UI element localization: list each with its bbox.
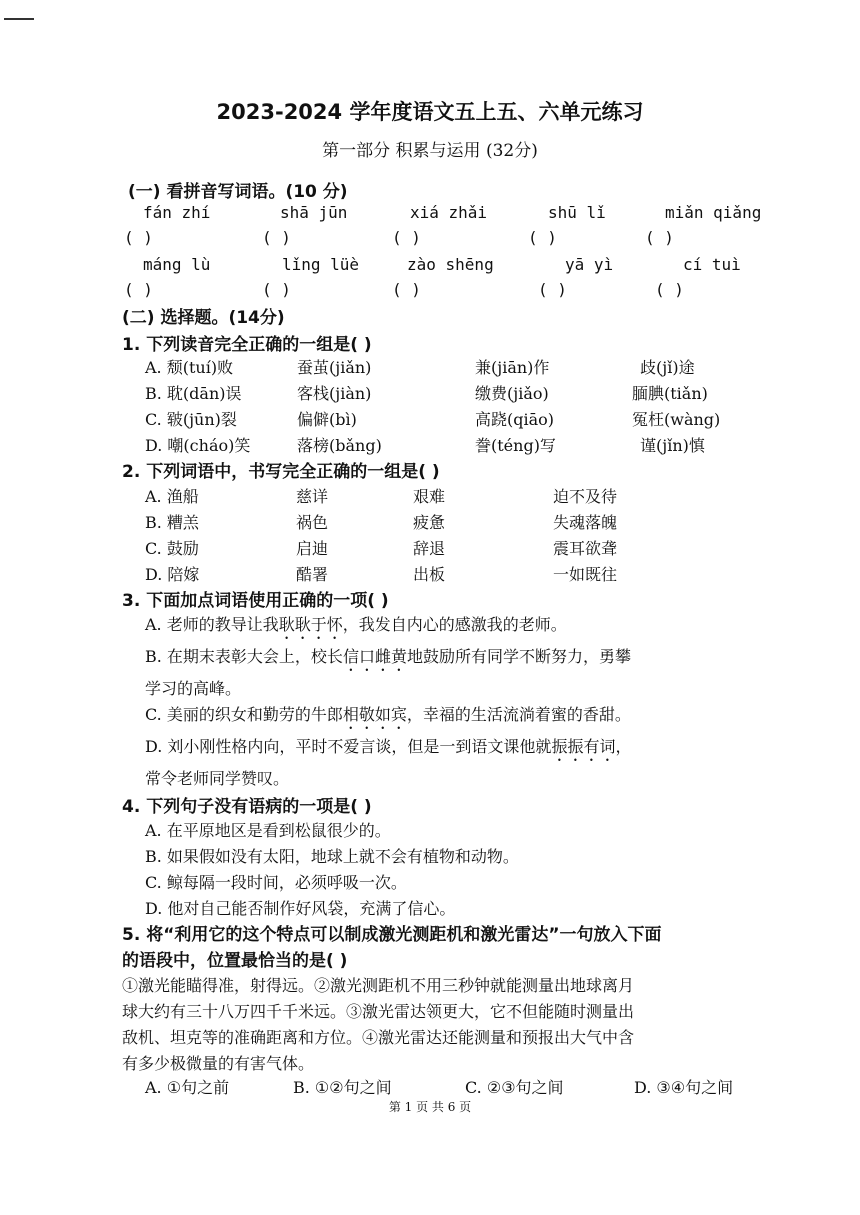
section1-heading: (一) 看拼音写词语。(10 分) [128,182,348,202]
answer-paren[interactable]: ( ) [124,280,153,299]
answer-paren[interactable]: ( ) [392,228,421,247]
option-text: B. 在期末表彰大会上，校长 [145,647,343,666]
q1-option-a3[interactable]: 兼(jiān)作 [475,358,550,377]
q1-option-a1[interactable]: A. 颓(tuí)败 [145,358,234,377]
option-text: ，我发自内心的感激我的老师。 [342,615,567,634]
q1-option-c2[interactable]: 偏僻(bì) [297,410,357,429]
q1-option-c3[interactable]: 高跷(qiāo) [475,410,555,429]
pinyin: xiá zhǎi [410,203,488,222]
q1-option-b3[interactable]: 缴费(jiǎo) [475,384,549,403]
q4-option-a[interactable]: A. 在平原地区是看到松鼠很少的。 [145,821,391,840]
q3-option-b-cont: 学习的高峰。 [145,679,242,698]
q3-option-b[interactable] [145,644,631,675]
question-5-stem: 5. 将“利用它的这个特点可以制成激光测距机和激光雷达”一句放入下面 [122,925,662,945]
q5-option-a[interactable]: A. ①句之前 [145,1078,230,1097]
answer-paren[interactable]: ( ) [124,228,153,247]
q2-option-c2[interactable]: 启迪 [296,539,329,558]
q4-option-b[interactable]: B. 如果假如没有太阳，地球上就不会有植物和动物。 [145,847,519,866]
pinyin: cí tuì [683,255,741,274]
q2-option-d4[interactable]: 一如既往 [553,565,618,584]
passage-line: ①激光能瞄得准，射得远。②激光测距机不用三秒钟就能测量出地球离月 [122,976,635,995]
q2-option-d1[interactable]: D. 陪嫁 [145,565,200,584]
question-2-stem: 2. 下列词语中，书写完全正确的一组是( ) [122,462,440,482]
dotted-word: 耿耿于怀 [278,615,343,634]
q2-option-a2[interactable]: 慈详 [296,487,329,506]
answer-paren[interactable]: ( ) [538,280,567,299]
passage-line: 敌机、坦克等的准确距离和方位。④激光雷达还能测量和预报出大气中含 [122,1028,635,1047]
q1-option-a4[interactable]: 歧(jǐ)途 [640,358,695,377]
corner-mark [4,18,34,20]
pinyin: zào shēng [407,255,494,274]
pinyin: miǎn qiǎng [665,203,762,222]
q5-option-c[interactable]: C. ②③句之间 [465,1078,564,1097]
answer-paren[interactable]: ( ) [392,280,421,299]
q1-option-d1[interactable]: D. 嘲(cháo)笑 [145,436,251,455]
question-3-stem: 3. 下面加点词语使用正确的一项( ) [122,591,389,611]
pinyin: lǐng lüè [282,255,360,274]
pinyin: shā jūn [280,203,348,222]
question-4-stem: 4. 下列句子没有语病的一项是( ) [122,797,372,817]
q1-option-c4[interactable]: 冤枉(wàng) [632,410,721,429]
dotted-word: 相敬如宾 [342,705,407,724]
q5-option-d[interactable]: D. ③④句之间 [634,1078,734,1097]
q1-option-d3[interactable]: 誊(téng)写 [475,436,556,455]
page-subtitle: 第一部分 积累与运用 (32分) [322,141,538,161]
q2-option-b1[interactable]: B. 糟羔 [145,513,199,532]
q3-option-a[interactable] [145,612,567,643]
option-text: A. 老师的教导让我 [145,615,279,634]
option-text: 地鼓励所有同学不断努力，勇攀 [406,647,631,666]
q2-option-c3[interactable]: 辞退 [413,539,446,558]
answer-paren[interactable]: ( ) [262,280,291,299]
q1-option-b4[interactable]: 腼腆(tiǎn) [632,384,708,403]
pinyin: yā yì [565,255,614,274]
answer-paren[interactable]: ( ) [655,280,684,299]
q4-option-c[interactable]: C. 鲸每隔一段时间，必须呼吸一次。 [145,873,407,892]
answer-paren[interactable]: ( ) [528,228,557,247]
q2-option-b4[interactable]: 失魂落魄 [553,513,618,532]
q4-option-d[interactable]: D. 他对自己能否制作好风袋，充满了信心。 [145,899,456,918]
option-text: ，幸福的生活流淌着蜜的香甜。 [406,705,631,724]
q1-option-c1[interactable]: C. 皲(jūn)裂 [145,410,237,429]
q2-option-b2[interactable]: 祸色 [296,513,329,532]
option-text: D. 刘小刚性格内向，平时不爱言谈，但是一到语文课他就 [145,737,552,756]
passage-line: 有多少极微量的有害气体。 [122,1054,315,1073]
q2-option-a4[interactable]: 迫不及待 [553,487,618,506]
q2-option-d2[interactable]: 酷署 [296,565,329,584]
section2-heading: (二) 选择题。(14分) [122,308,285,328]
q2-option-d3[interactable]: 出板 [413,565,446,584]
q2-option-b3[interactable]: 疲惫 [413,513,446,532]
question-5-stem-cont: 的语段中，位置最恰当的是( ) [122,951,348,971]
q1-option-b1[interactable]: B. 耽(dān)误 [145,384,242,403]
q2-option-a1[interactable]: A. 渔船 [145,487,199,506]
option-text: ， [615,737,632,756]
q3-option-c[interactable] [145,702,631,733]
q1-option-d4[interactable]: 谨(jǐn)慎 [640,436,705,455]
pinyin: máng lù [143,255,211,274]
option-text: C. 美丽的织女和勤劳的牛郎 [145,705,343,724]
q3-option-d[interactable] [145,734,631,765]
answer-paren[interactable]: ( ) [262,228,291,247]
pinyin: fán zhí [143,203,211,222]
page-title: 2023-2024 学年度语文五上五、六单元练习 [216,100,644,124]
q1-option-b2[interactable]: 客栈(jiàn) [297,384,372,403]
passage-line: 球大约有三十八万四千千米远。③激光雷达领更大，它不但能随时测量出 [122,1002,635,1021]
q2-option-c1[interactable]: C. 鼓励 [145,539,199,558]
q3-option-d-cont: 常令老师同学赞叹。 [145,769,290,788]
q1-option-a2[interactable]: 蚕茧(jiǎn) [297,358,372,377]
q2-option-a3[interactable]: 艰难 [413,487,446,506]
dotted-word: 信口雌黄 [342,647,407,666]
q2-option-c4[interactable]: 震耳欲聋 [553,539,618,558]
page-footer: 第 1 页 共 6 页 [388,1100,472,1114]
answer-paren[interactable]: ( ) [645,228,674,247]
q1-option-d2[interactable]: 落榜(bǎng) [297,436,382,455]
pinyin: shū lǐ [548,203,606,222]
q5-option-b[interactable]: B. ①②句之间 [293,1078,392,1097]
dotted-word: 振振有词 [551,737,616,756]
question-1-stem: 1. 下列读音完全正确的一组是( ) [122,335,372,355]
